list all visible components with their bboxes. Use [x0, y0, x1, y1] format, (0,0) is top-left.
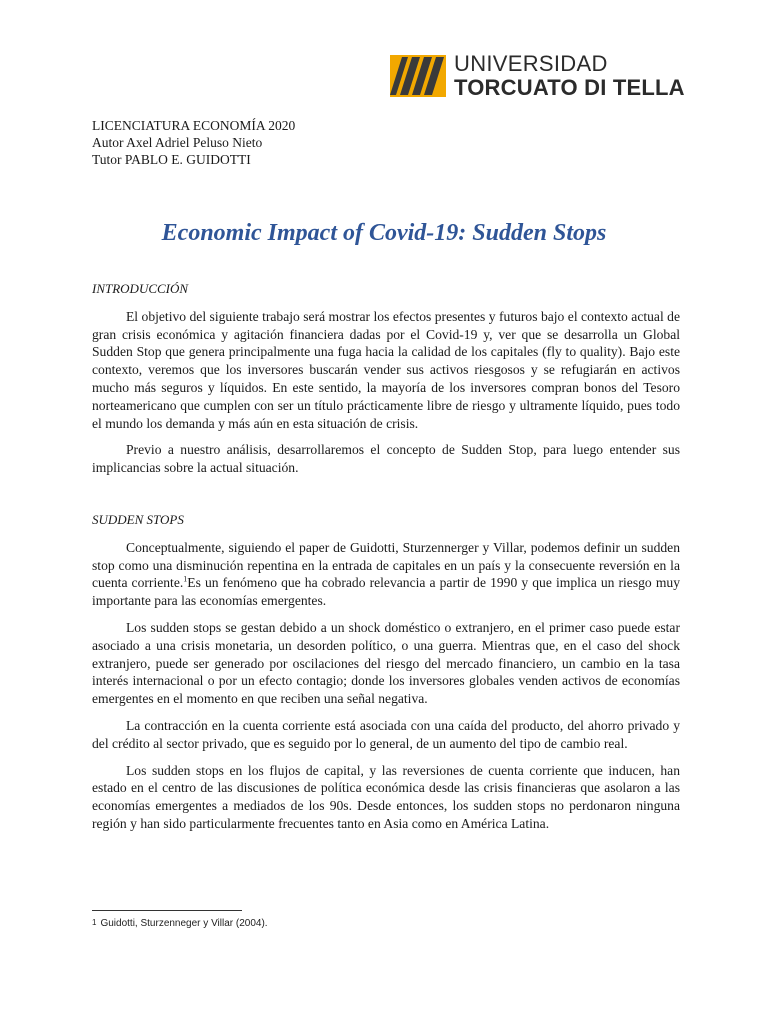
footnote-text: Guidotti, Sturzenneger y Villar (2004). [100, 918, 268, 929]
author-line: Autor Axel Adriel Peluso Nieto [92, 135, 263, 150]
section-heading-sudden-stops: SUDDEN STOPS [92, 511, 184, 527]
utdt-logo-mark-icon [390, 55, 446, 97]
footnote-divider [92, 910, 242, 911]
logo-line-university: UNIVERSIDAD [454, 51, 608, 76]
sudden-stops-paragraph-1-part-a: Conceptualmente, siguiendo el paper de Guidotti, Sturzennerger y Villar, podemos definir un sudden stop como una disminución repentina en la entrada de capitales en un país y la consecuente reversión en la cuenta corriente. [92, 539, 680, 591]
program-line: LICENCIATURA ECONOMÍA 2020 [92, 118, 296, 133]
sudden-stops-paragraph-3: La contracción en la cuenta corriente está asociada con una caída del producto, del ahorro privado y del crédito al sector privado, que es seguido por lo general, de un aumento del tipo de cambio real. [92, 717, 680, 751]
sudden-stops-paragraph-1 [92, 539, 680, 610]
intro-paragraph-1: El objetivo del siguiente trabajo será mostrar los efectos presentes y futuros bajo el contexto actual de gran crisis económica y agitación financiera dadas por el Covid-19 y, ver que se desarrolla un Global Sudden Stop que genera principalmente una fuga hacia la calidad de los capitales (fly to quality). Bajo este contexto, veremos que los inversores buscarán vender sus activos riesgosos y se refugiarán en activos mucho más seguros y líquidos. En este sentido, la mayoría de los inversores compran bonos del Tesoro norteamericano que cumplen con ser un título prácticamente libre de riesgo y ultramente líquido, pues todo el mundo los demanda y más aún en esta situación de crisis. [92, 308, 680, 431]
sudden-stops-paragraph-2: Los sudden stops se gestan debido a un shock doméstico o extranjero, en el primer caso puede estar asociado a una crisis monetaria, un desorden político, o una guerra. Mientras que, en el caso del shock extranjero, puede ser generado por oscilaciones del riesgo del mercado financiero, un cambio en la tasa interés internacional o por un efecto contagio; donde los inversores globales venden activos de economías emergentes en el momento en que reciben una señal negativa. [92, 619, 680, 707]
section-heading-introduccion: INTRODUCCIÓN [92, 281, 189, 296]
document-meta [92, 117, 295, 168]
logo-line-name: TORCUATO DI TELLA [454, 75, 685, 100]
sudden-stops-paragraph-4: Los sudden stops en los flujos de capital, y las reversiones de cuenta corriente que inducen, han estado en el centro de las discusiones de política económica desde las crisis financieras que asolaron a las economías emergentes a mediados de los 90s. Desde entonces, los sudden stops no perdonaron ninguna región y han sido particularmente frecuentes tanto en Asia como en América Latina. [92, 762, 680, 831]
document-body [92, 280, 680, 842]
footnote-reference[interactable]: 1 [183, 574, 188, 584]
document-title: Economic Impact of Covid-19: Sudden Stops [161, 220, 607, 246]
tutor-line: Tutor PABLO E. GUIDOTTI [92, 152, 251, 167]
intro-paragraph-2: Previo a nuestro análisis, desarrollaremos el concepto de Sudden Stop, para luego entender sus implicancias sobre la actual situación. [92, 442, 680, 476]
sudden-stops-paragraph-1-part-b: Es un fenómeno que ha cobrado relevancia a partir de 1990 y que implica un riesgo muy importante para las economías emergentes. [92, 575, 680, 609]
footnote [92, 918, 268, 929]
footnote-number: 1 [92, 918, 97, 927]
logo-wordmark [454, 53, 685, 99]
university-logo [390, 53, 685, 99]
